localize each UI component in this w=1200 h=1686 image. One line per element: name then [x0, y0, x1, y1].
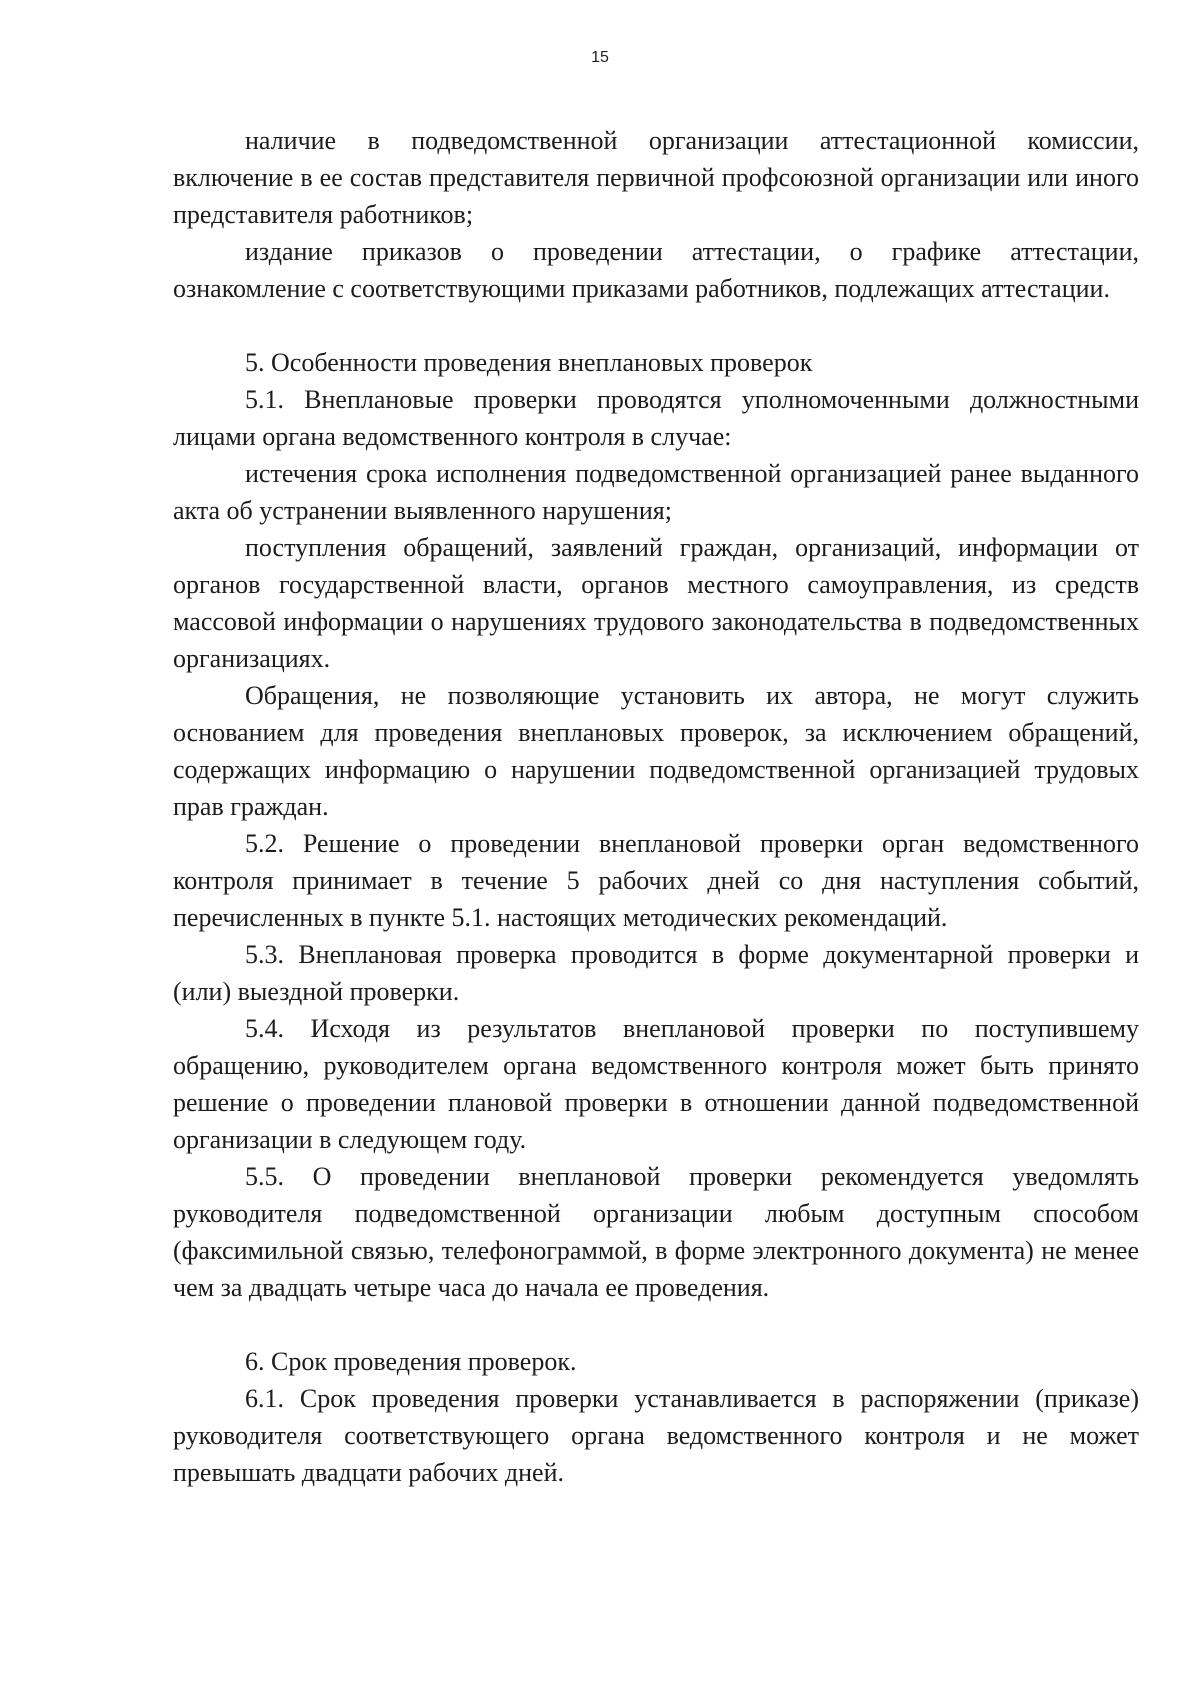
clause-5-3: 5.3. Внеплановая проверка проводится в форме документарной проверки и (или) выездной проверки.: [173, 940, 1139, 1006]
clause-5-1-item-expiry: истечения срока исполнения подведомственной организацией ранее выданного акта об устранении выявленного нарушения;: [173, 459, 1139, 525]
paragraph-commission: наличие в подведомственной организации аттестационной комиссии, включение в ее состав представителя первичной профсоюзной организации или иного представителя работников;: [173, 126, 1139, 229]
clause-5-5: 5.5. О проведении внеплановой проверки рекомендуется уведомлять руководителя подведомственной организации любым доступным способом (факсимильной связью, телефонограммой, в форме электронного документа) не менее чем за двадцать четыре часа до начала ее проведения.: [173, 1162, 1139, 1302]
page-number: 15: [591, 49, 609, 66]
document-body: [173, 122, 1139, 1491]
clause-5-2: 5.2. Решение о проведении внеплановой проверки орган ведомственного контроля принимает в течение 5 рабочих дней со дня наступления событий, перечисленных в пункте 5.1. настоящих методических рекомендаций.: [173, 829, 1139, 932]
paragraph-orders: издание приказов о проведении аттестации, о графике аттестации, ознакомление с соответствующими приказами работников, подлежащих аттестации.: [173, 237, 1139, 303]
section-6-heading: 6. Срок проведения проверок.: [245, 1347, 577, 1376]
section-5-heading: 5. Особенности проведения внеплановых проверок: [245, 348, 813, 377]
paragraph-anonymous-appeals: Обращения, не позволяющие установить их автора, не могут служить основанием для проведения внеплановых проверок, за исключением обращений, содержащих информацию о нарушении подведомственной организацией трудовых прав граждан.: [173, 681, 1139, 821]
clause-6-1: 6.1. Срок проведения проверки устанавливается в распоряжении (приказе) руководителя соответствующего органа ведомственного контроля и не может превышать двадцати рабочих дней.: [173, 1384, 1139, 1487]
clause-5-1: 5.1. Внеплановые проверки проводятся уполномоченными должностными лицами органа ведомственного контроля в случае:: [173, 385, 1139, 451]
clause-5-1-item-appeals: поступления обращений, заявлений граждан, организаций, информации от органов государственной власти, органов местного самоуправления, из средств массовой информации о нарушениях трудового законодательства в подведомственных организациях.: [173, 533, 1139, 673]
clause-5-4: 5.4. Исходя из результатов внеплановой проверки по поступившему обращению, руководителем органа ведомственного контроля может быть принято решение о проведении плановой проверки в отношении данной подведомственной организации в следующем году.: [173, 1014, 1139, 1154]
